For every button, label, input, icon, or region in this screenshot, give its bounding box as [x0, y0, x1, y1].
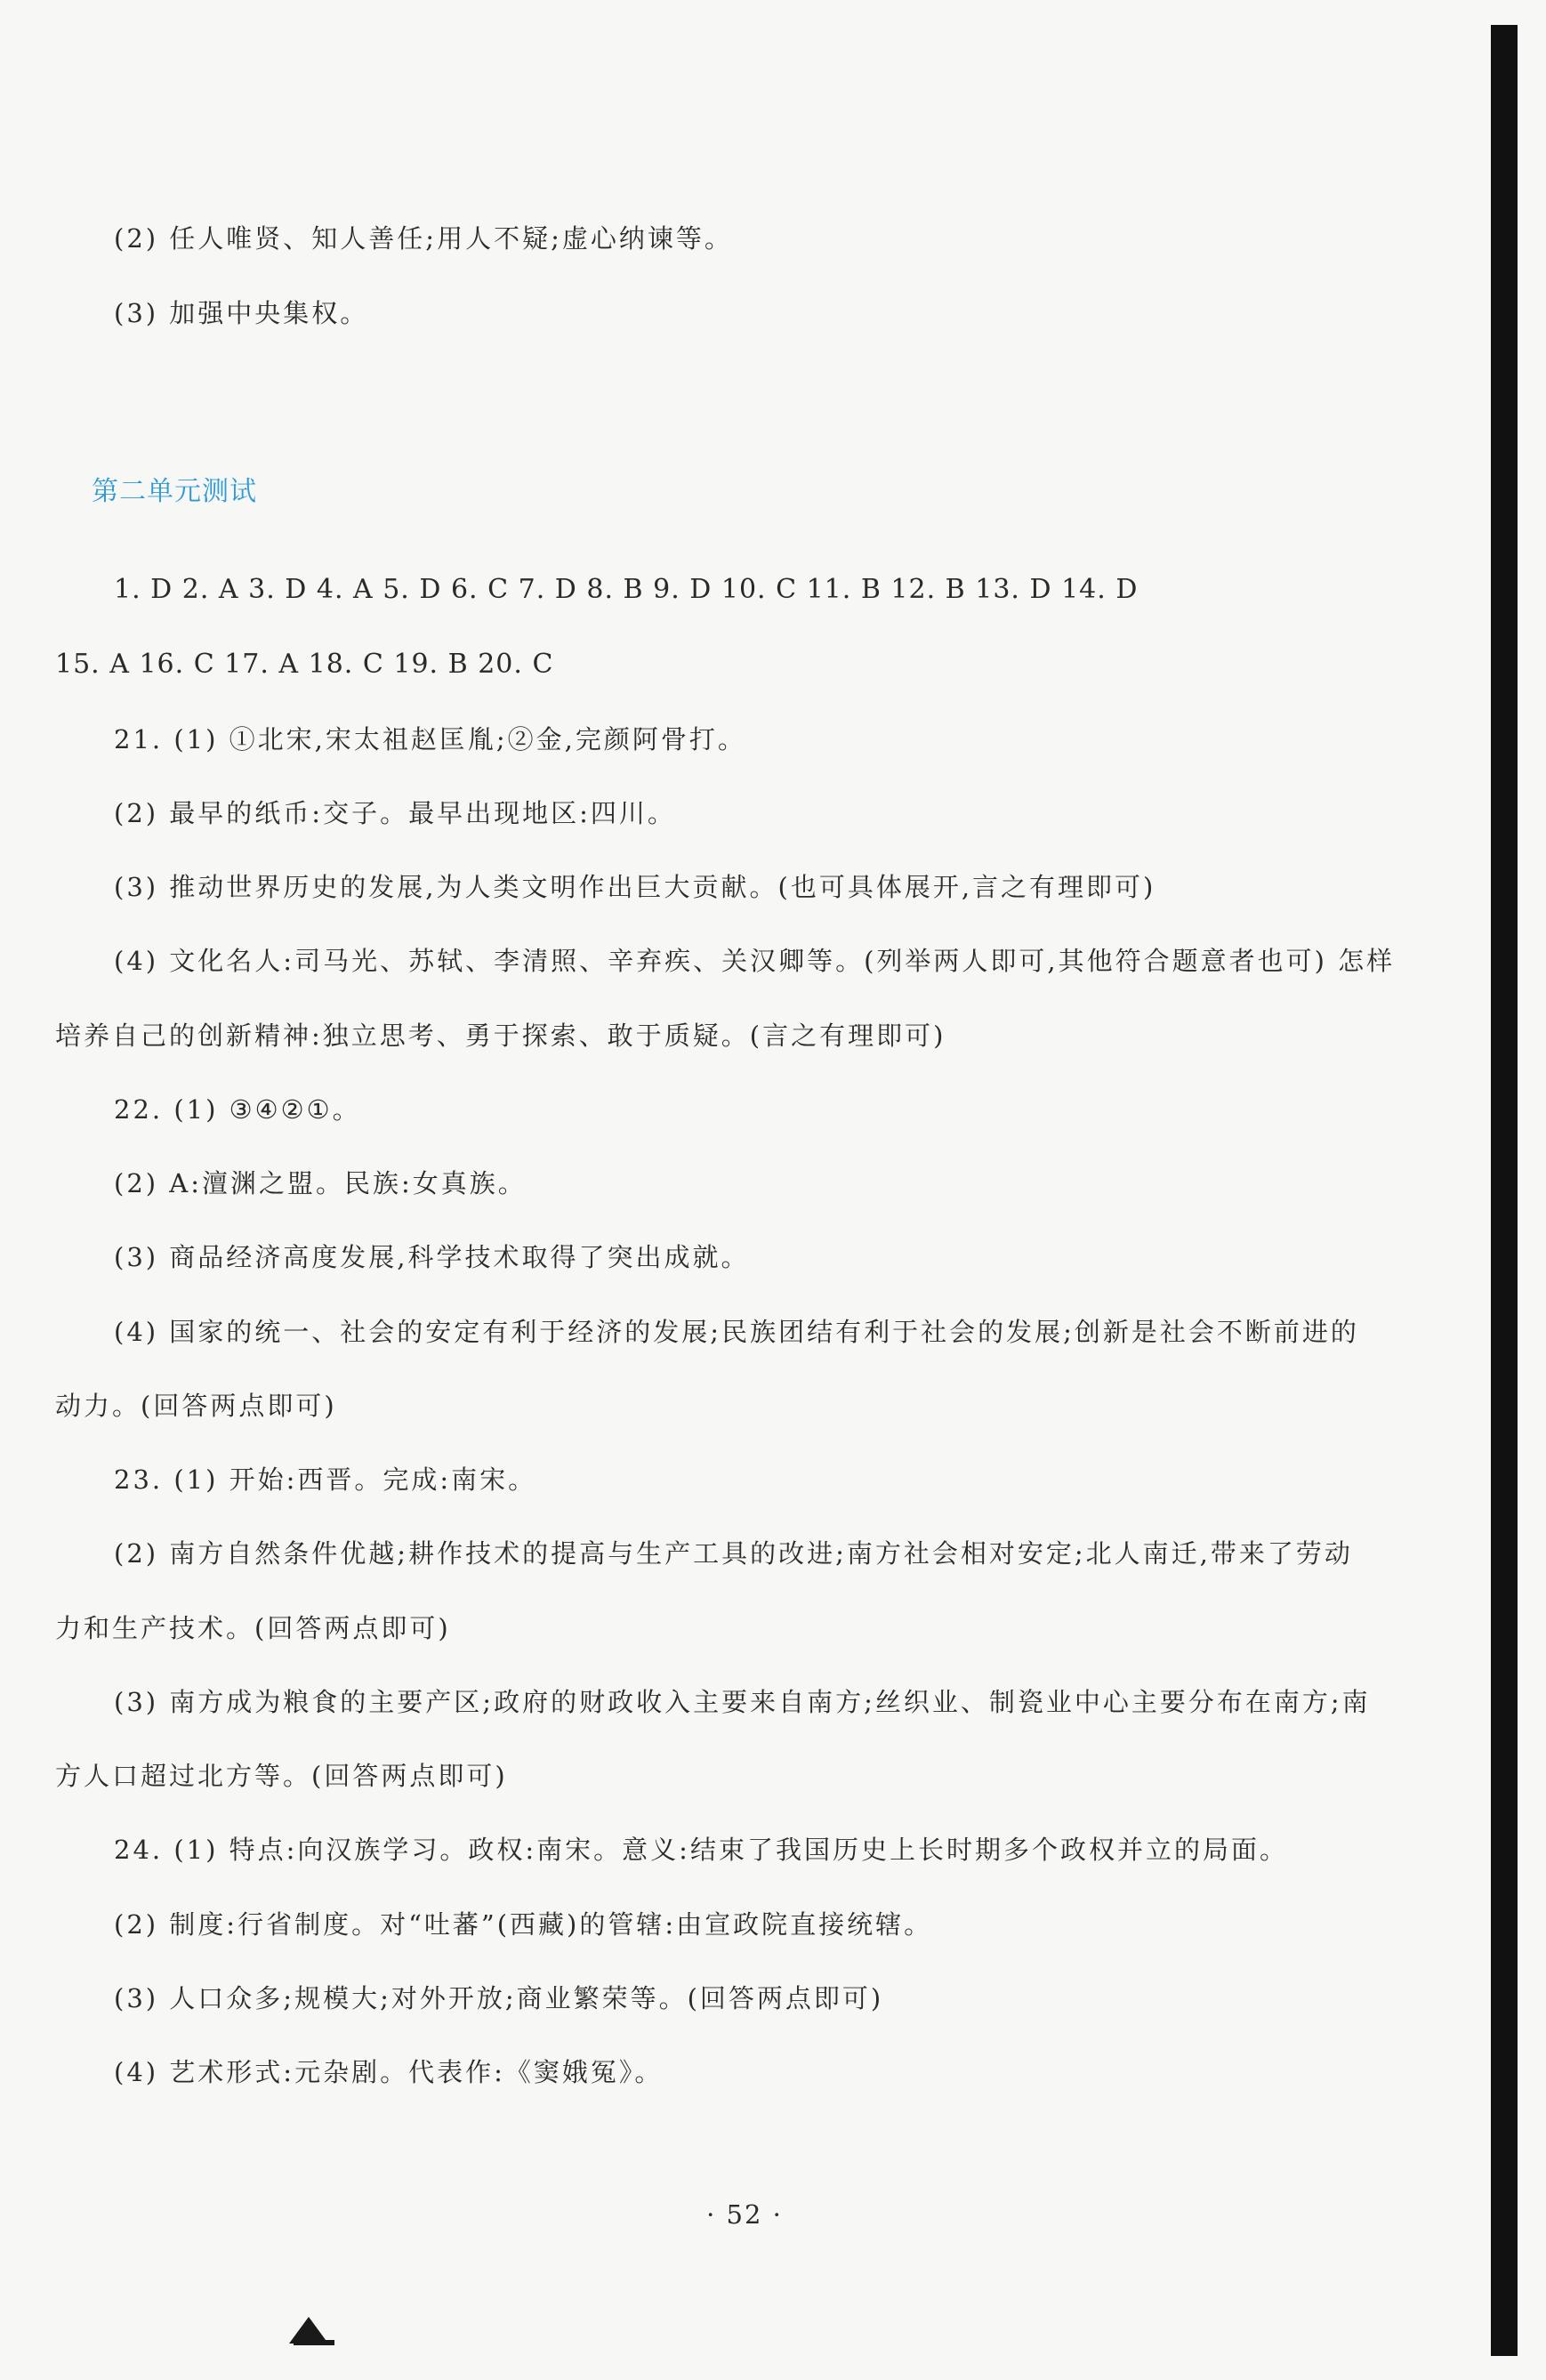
answer-line: (2) 任人唯贤、知人善任;用人不疑;虚心纳谏等。 [114, 223, 733, 254]
answer-line: (2) 南方自然条件优越;耕作技术的提高与生产工具的改进;南方社会相对安定;北人南迁,带来了劳动 [114, 1538, 1353, 1569]
page-number: · 52 · [706, 2199, 783, 2230]
section-title: 第二单元测试 [92, 476, 257, 507]
answer-key-line: 15. A 16. C 17. A 18. C 19. B 20. C [55, 649, 554, 680]
answer-line: (4) 国家的统一、社会的安定有利于经济的发展;民族团结有利于社会的发展;创新是社会不断前进的 [114, 1317, 1359, 1347]
answer-line: (3) 商品经济高度发展,科学技术取得了突出成就。 [114, 1242, 750, 1272]
answer-line: 培养自己的创新精神:独立思考、勇于探索、敢于质疑。(言之有理即可) [55, 1021, 946, 1051]
answer-line: (2) A:澶渊之盟。民族:女真族。 [114, 1168, 527, 1198]
answer-line: 24. (1) 特点:向汉族学习。政权:南宋。意义:结束了我国历史上长时期多个政权并立的局面。 [114, 1835, 1288, 1865]
answer-line: 动力。(回答两点即可) [55, 1391, 337, 1421]
answer-line: 22. (1) ③④②①。 [114, 1094, 361, 1125]
scan-edge-bar [1491, 25, 1518, 2356]
answer-key-line: 1. D 2. A 3. D 4. A 5. D 6. C 7. D 8. B 9. D 10. C 11. B 12. B 13. D 14. D [114, 574, 1139, 605]
answer-line: 23. (1) 开始:西晋。完成:南宋。 [114, 1464, 537, 1495]
answer-line: (4) 文化名人:司马光、苏轼、李清照、辛弃疾、关汉卿等。(列举两人即可,其他符合题意者也可) 怎样 [114, 946, 1396, 976]
answer-line: (2) 制度:行省制度。对“吐蕃”(西藏)的管辖:由宣政院直接统辖。 [114, 1909, 933, 1940]
answer-line: (2) 最早的纸币:交子。最早出现地区:四川。 [114, 798, 676, 828]
answer-line: (3) 推动世界历史的发展,为人类文明作出巨大贡献。(也可具体展开,言之有理即可) [114, 872, 1156, 902]
answer-line: (4) 艺术形式:元杂剧。代表作:《窦娥冤》。 [114, 2057, 664, 2087]
answer-line: 力和生产技术。(回答两点即可) [55, 1613, 451, 1643]
answer-line: 方人口超过北方等。(回答两点即可) [55, 1761, 508, 1791]
answer-line: 21. (1) ①北宋,宋太祖赵匡胤;②金,完颜阿骨打。 [114, 724, 746, 754]
answer-line: (3) 南方成为粮食的主要产区;政府的财政收入主要来自南方;丝织业、制瓷业中心主要分布在南方;南 [114, 1687, 1371, 1717]
answer-line: (3) 加强中央集权。 [114, 298, 369, 328]
mark-base [294, 2340, 334, 2345]
answer-line: (3) 人口众多;规模大;对外开放;商业繁荣等。(回答两点即可) [114, 1983, 884, 2013]
